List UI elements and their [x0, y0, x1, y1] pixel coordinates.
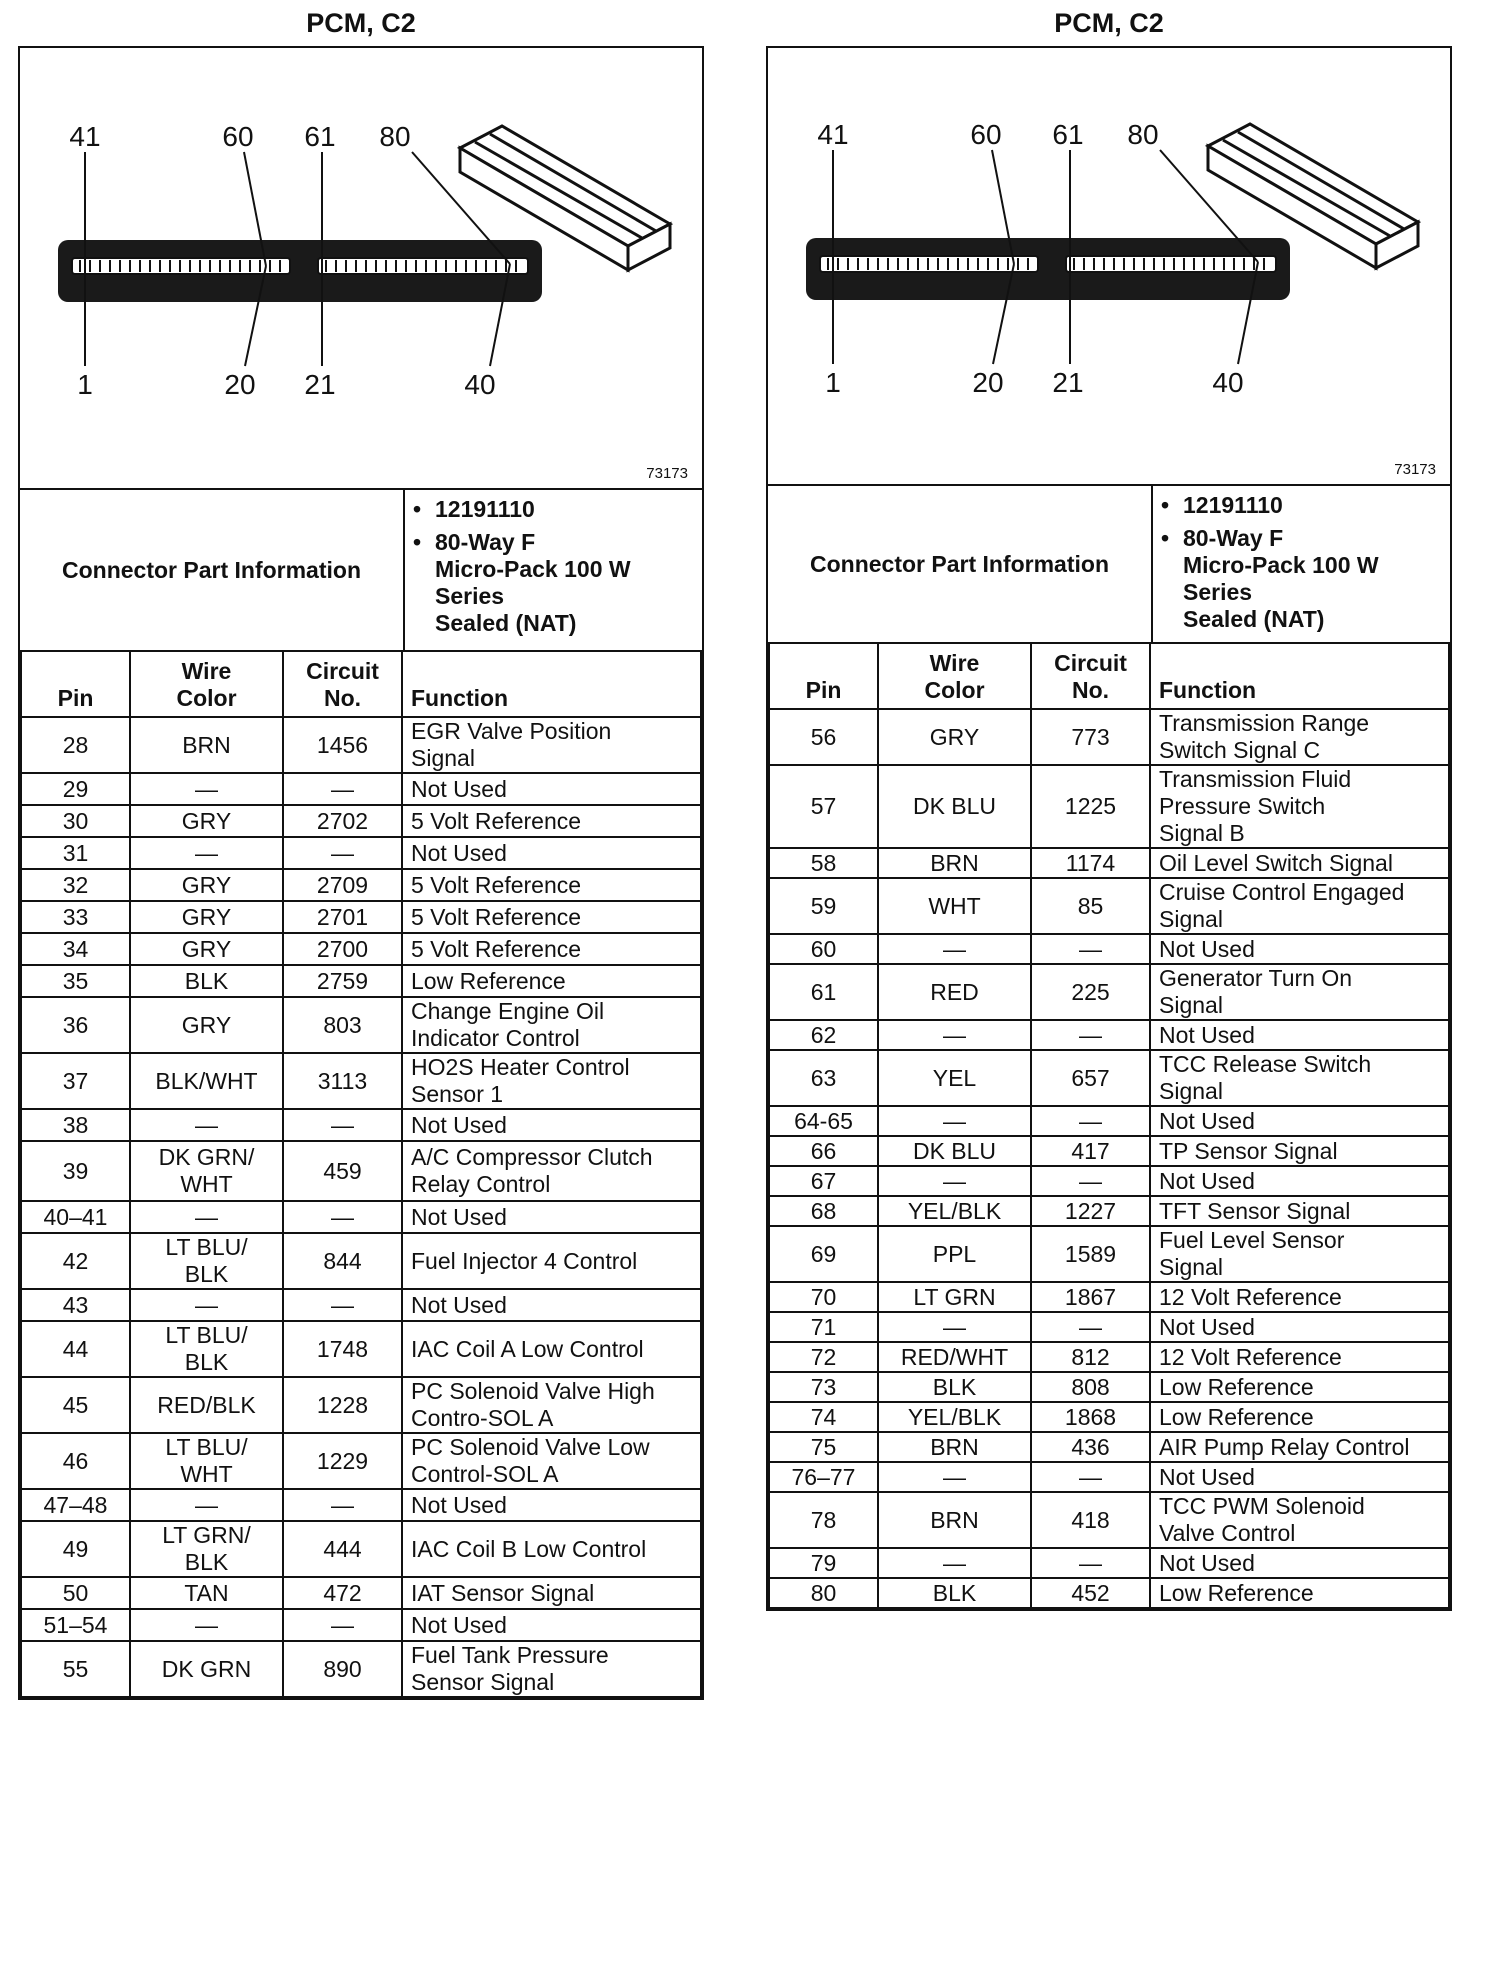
pin-cell: 35 — [21, 965, 130, 997]
pin-cell: 39 — [21, 1141, 130, 1201]
function-cell: 5 Volt Reference — [402, 933, 701, 965]
pin-label: 40 — [1212, 367, 1244, 398]
circuit-no-cell: 3113 — [283, 1053, 402, 1109]
function-cell: Generator Turn On Signal — [1150, 964, 1449, 1020]
table-header-row — [21, 651, 701, 717]
circuit-no-cell: 1228 — [283, 1377, 402, 1433]
pin-cell: 55 — [21, 1641, 130, 1697]
wire-color-cell: BLK — [878, 1578, 1031, 1608]
table-row — [21, 997, 701, 1053]
circuit-no-cell: 2701 — [283, 901, 402, 933]
pin-cell: 60 — [769, 934, 878, 964]
wire-color-cell: — — [878, 1462, 1031, 1492]
function-cell: Not Used — [402, 1489, 701, 1521]
pinout-rows — [21, 717, 701, 1697]
table-row — [21, 837, 701, 869]
function-cell: 5 Volt Reference — [402, 805, 701, 837]
function-cell: Not Used — [1150, 1106, 1449, 1136]
function-cell: Transmission Range Switch Signal C — [1150, 709, 1449, 765]
function-cell: TCC PWM Solenoid Valve Control — [1150, 1492, 1449, 1548]
wire-color-cell: LT BLU/ BLK — [130, 1233, 283, 1289]
function-cell: Low Reference — [1150, 1372, 1449, 1402]
circuit-no-cell: 808 — [1031, 1372, 1150, 1402]
col-header-circuit: Circuit No. — [283, 651, 402, 717]
function-cell: Oil Level Switch Signal — [1150, 848, 1449, 878]
connector-figure — [768, 48, 1450, 484]
circuit-no-cell: 2700 — [283, 933, 402, 965]
wire-color-cell: — — [130, 1489, 283, 1521]
panel-title: PCM, C2 — [1054, 8, 1164, 38]
pin-label: 1 — [825, 367, 841, 398]
pin-cell: 70 — [769, 1282, 878, 1312]
pinout-rows — [769, 709, 1449, 1608]
table-row — [21, 773, 701, 805]
pin-label: 20 — [224, 369, 256, 400]
function-cell: Fuel Injector 4 Control — [402, 1233, 701, 1289]
pin-label: 80 — [1127, 119, 1159, 150]
function-cell: Not Used — [1150, 1020, 1449, 1050]
circuit-no-cell: — — [1031, 1020, 1150, 1050]
wire-color-cell: LT GRN/ BLK — [130, 1521, 283, 1577]
function-cell: Fuel Level Sensor Signal — [1150, 1226, 1449, 1282]
function-cell: Not Used — [1150, 1166, 1449, 1196]
pin-cell: 80 — [769, 1578, 878, 1608]
function-cell: 5 Volt Reference — [402, 869, 701, 901]
pin-label: 61 — [304, 121, 336, 152]
wire-color-cell: WHT — [878, 878, 1031, 934]
function-cell: Low Reference — [1150, 1578, 1449, 1608]
function-cell: IAT Sensor Signal — [402, 1577, 701, 1609]
circuit-no-cell: — — [1031, 1548, 1150, 1578]
table-row — [21, 933, 701, 965]
wire-color-cell: GRY — [878, 709, 1031, 765]
circuit-no-cell: 459 — [283, 1141, 402, 1201]
table-header-row — [769, 643, 1449, 709]
pin-cell: 67 — [769, 1166, 878, 1196]
table-row — [769, 1106, 1449, 1136]
wire-color-cell: — — [878, 1020, 1031, 1050]
wire-color-cell: YEL/BLK — [878, 1402, 1031, 1432]
table-row — [21, 1201, 701, 1233]
function-cell: Not Used — [402, 1609, 701, 1641]
circuit-no-cell: 417 — [1031, 1136, 1150, 1166]
pin-label: 60 — [970, 119, 1002, 150]
circuit-no-cell: 1225 — [1031, 765, 1150, 848]
circuit-no-cell: 436 — [1031, 1432, 1150, 1462]
wire-color-cell: GRY — [130, 805, 283, 837]
wire-color-cell: GRY — [130, 901, 283, 933]
function-cell: Not Used — [402, 837, 701, 869]
wire-color-cell: BLK/WHT — [130, 1053, 283, 1109]
connector-diagram — [768, 48, 1450, 484]
circuit-no-cell: 1589 — [1031, 1226, 1150, 1282]
table-row — [21, 1521, 701, 1577]
circuit-no-cell: — — [1031, 1166, 1150, 1196]
pin-cell: 44 — [21, 1321, 130, 1377]
pinout-table — [20, 650, 702, 1698]
function-cell: TCC Release Switch Signal — [1150, 1050, 1449, 1106]
pin-label: 61 — [1052, 119, 1084, 150]
table-row — [21, 1233, 701, 1289]
table-row — [769, 1432, 1449, 1462]
table-row — [769, 848, 1449, 878]
part-info-item: • 80-Way F Micro-Pack 100 W Series Sealed (NAT) — [1161, 525, 1450, 633]
wire-color-cell: — — [878, 1106, 1031, 1136]
circuit-no-cell: 657 — [1031, 1050, 1150, 1106]
pin-label: 80 — [379, 121, 411, 152]
table-row — [21, 965, 701, 997]
pin-cell: 68 — [769, 1196, 878, 1226]
pin-label: 41 — [817, 119, 849, 150]
function-cell: TP Sensor Signal — [1150, 1136, 1449, 1166]
pin-cell: 74 — [769, 1402, 878, 1432]
table-row — [769, 1402, 1449, 1432]
circuit-no-cell: — — [283, 837, 402, 869]
table-row — [21, 717, 701, 773]
wire-color-cell: BLK — [130, 965, 283, 997]
connector-diagram — [20, 48, 702, 488]
col-header-function: Function — [402, 651, 701, 717]
function-cell: Not Used — [1150, 1462, 1449, 1492]
panel-title: PCM, C2 — [306, 8, 416, 38]
col-header-pin: Pin — [21, 651, 130, 717]
table-row — [769, 878, 1449, 934]
figure-id: 73173 — [1394, 461, 1436, 478]
table-row — [769, 1166, 1449, 1196]
function-cell: Not Used — [402, 1109, 701, 1141]
wire-color-cell: — — [130, 837, 283, 869]
wire-color-cell: — — [130, 1609, 283, 1641]
wire-color-cell: YEL/BLK — [878, 1196, 1031, 1226]
pin-cell: 32 — [21, 869, 130, 901]
pin-cell: 56 — [769, 709, 878, 765]
part-info-item: • 80-Way F Micro-Pack 100 W Series Sealed (NAT) — [413, 529, 702, 637]
pin-cell: 78 — [769, 1492, 878, 1548]
circuit-no-cell: 803 — [283, 997, 402, 1053]
circuit-no-cell: — — [283, 1109, 402, 1141]
function-cell: Transmission Fluid Pressure Switch Signal B — [1150, 765, 1449, 848]
pin-cell: 37 — [21, 1053, 130, 1109]
left-panel — [18, 0, 704, 1700]
pin-cell: 33 — [21, 901, 130, 933]
wire-color-cell: GRY — [130, 933, 283, 965]
pin-cell: 76–77 — [769, 1462, 878, 1492]
circuit-no-cell: — — [283, 1201, 402, 1233]
function-cell: A/C Compressor Clutch Relay Control — [402, 1141, 701, 1201]
wire-color-cell: DK BLU — [878, 1136, 1031, 1166]
wire-color-cell: — — [878, 1166, 1031, 1196]
wire-color-cell: BLK — [878, 1372, 1031, 1402]
function-cell: Low Reference — [1150, 1402, 1449, 1432]
table-row — [769, 1548, 1449, 1578]
circuit-no-cell: 1227 — [1031, 1196, 1150, 1226]
wire-color-cell: DK GRN — [130, 1641, 283, 1697]
col-header-wire: Wire Color — [878, 643, 1031, 709]
col-header-function: Function — [1150, 643, 1449, 709]
circuit-no-cell: 773 — [1031, 709, 1150, 765]
wire-color-cell: LT GRN — [878, 1282, 1031, 1312]
table-row — [769, 1342, 1449, 1372]
part-info-list — [1153, 486, 1450, 642]
connector-figure — [20, 48, 702, 488]
pin-cell: 66 — [769, 1136, 878, 1166]
function-cell: PC Solenoid Valve High Contro-SOL A — [402, 1377, 701, 1433]
table-row — [769, 1372, 1449, 1402]
function-cell: Change Engine Oil Indicator Control — [402, 997, 701, 1053]
pin-cell: 29 — [21, 773, 130, 805]
wire-color-cell: — — [878, 1312, 1031, 1342]
circuit-no-cell: 890 — [283, 1641, 402, 1697]
pin-label: 60 — [222, 121, 254, 152]
pin-cell: 46 — [21, 1433, 130, 1489]
pin-label: 40 — [464, 369, 496, 400]
pin-cell: 59 — [769, 878, 878, 934]
wire-color-cell: — — [878, 1548, 1031, 1578]
function-cell: HO2S Heater Control Sensor 1 — [402, 1053, 701, 1109]
table-row — [769, 1312, 1449, 1342]
function-cell: Not Used — [402, 773, 701, 805]
table-row — [769, 765, 1449, 848]
function-cell: Not Used — [402, 1201, 701, 1233]
connector-card — [766, 46, 1452, 1611]
table-row — [769, 934, 1449, 964]
function-cell: Fuel Tank Pressure Sensor Signal — [402, 1641, 701, 1697]
wire-color-cell: LT BLU/ BLK — [130, 1321, 283, 1377]
pin-cell: 47–48 — [21, 1489, 130, 1521]
table-row — [769, 964, 1449, 1020]
table-row — [21, 1577, 701, 1609]
figure-id: 73173 — [646, 465, 688, 482]
table-row — [21, 869, 701, 901]
circuit-no-cell: 1867 — [1031, 1282, 1150, 1312]
wire-color-cell: — — [878, 934, 1031, 964]
function-cell: PC Solenoid Valve Low Control-SOL A — [402, 1433, 701, 1489]
wire-color-cell: — — [130, 1289, 283, 1321]
circuit-no-cell: — — [1031, 1106, 1150, 1136]
pin-cell: 42 — [21, 1233, 130, 1289]
function-cell: Not Used — [1150, 1548, 1449, 1578]
function-cell: 12 Volt Reference — [1150, 1282, 1449, 1312]
circuit-no-cell: — — [283, 1289, 402, 1321]
part-info-label: Connector Part Information — [768, 486, 1153, 642]
col-header-wire: Wire Color — [130, 651, 283, 717]
function-cell: Cruise Control Engaged Signal — [1150, 878, 1449, 934]
circuit-no-cell: 2709 — [283, 869, 402, 901]
pin-label: 1 — [77, 369, 93, 400]
pin-cell: 36 — [21, 997, 130, 1053]
pin-cell: 30 — [21, 805, 130, 837]
function-cell: Not Used — [1150, 934, 1449, 964]
circuit-no-cell: — — [1031, 934, 1150, 964]
part-info-item: • 12191110 — [413, 496, 702, 523]
wire-color-cell: BRN — [130, 717, 283, 773]
wire-color-cell: GRY — [130, 997, 283, 1053]
wire-color-cell: RED/WHT — [878, 1342, 1031, 1372]
pin-cell: 57 — [769, 765, 878, 848]
table-row — [21, 1321, 701, 1377]
function-cell: AIR Pump Relay Control — [1150, 1432, 1449, 1462]
pin-cell: 75 — [769, 1432, 878, 1462]
circuit-no-cell: 1229 — [283, 1433, 402, 1489]
circuit-no-cell: 452 — [1031, 1578, 1150, 1608]
pin-cell: 31 — [21, 837, 130, 869]
circuit-no-cell: 2759 — [283, 965, 402, 997]
table-row — [769, 1226, 1449, 1282]
table-row — [769, 1020, 1449, 1050]
table-row — [21, 1641, 701, 1697]
circuit-no-cell: 2702 — [283, 805, 402, 837]
wire-color-cell: — — [130, 773, 283, 805]
pin-cell: 69 — [769, 1226, 878, 1282]
table-row — [21, 1109, 701, 1141]
function-cell: Not Used — [402, 1289, 701, 1321]
pin-cell: 38 — [21, 1109, 130, 1141]
pin-cell: 49 — [21, 1521, 130, 1577]
pin-cell: 63 — [769, 1050, 878, 1106]
pin-cell: 50 — [21, 1577, 130, 1609]
function-cell: 12 Volt Reference — [1150, 1342, 1449, 1372]
wire-color-cell: BRN — [878, 848, 1031, 878]
function-cell: Not Used — [1150, 1312, 1449, 1342]
wire-color-cell: — — [130, 1109, 283, 1141]
col-header-pin: Pin — [769, 643, 878, 709]
table-row — [21, 1609, 701, 1641]
circuit-no-cell: — — [283, 1609, 402, 1641]
circuit-no-cell: — — [1031, 1312, 1150, 1342]
table-row — [21, 1141, 701, 1201]
function-cell: Low Reference — [402, 965, 701, 997]
table-row — [21, 805, 701, 837]
pin-label: 20 — [972, 367, 1004, 398]
function-cell: 5 Volt Reference — [402, 901, 701, 933]
pin-cell: 73 — [769, 1372, 878, 1402]
table-row — [769, 1282, 1449, 1312]
wire-color-cell: DK BLU — [878, 765, 1031, 848]
table-row — [769, 1578, 1449, 1608]
circuit-no-cell: 85 — [1031, 878, 1150, 934]
wire-color-cell: RED — [878, 964, 1031, 1020]
pin-cell: 62 — [769, 1020, 878, 1050]
function-cell: EGR Valve Position Signal — [402, 717, 701, 773]
circuit-no-cell: — — [283, 773, 402, 805]
pin-cell: 40–41 — [21, 1201, 130, 1233]
connector-part-info — [20, 488, 702, 650]
table-row — [769, 709, 1449, 765]
table-row — [21, 1489, 701, 1521]
part-info-label: Connector Part Information — [20, 490, 405, 650]
wire-color-cell: — — [130, 1201, 283, 1233]
wire-color-cell: TAN — [130, 1577, 283, 1609]
wire-color-cell: DK GRN/ WHT — [130, 1141, 283, 1201]
part-info-list — [405, 490, 702, 650]
table-row — [21, 901, 701, 933]
wire-color-cell: YEL — [878, 1050, 1031, 1106]
function-cell: TFT Sensor Signal — [1150, 1196, 1449, 1226]
circuit-no-cell: 844 — [283, 1233, 402, 1289]
wire-color-cell: BRN — [878, 1432, 1031, 1462]
table-row — [769, 1462, 1449, 1492]
circuit-no-cell: 472 — [283, 1577, 402, 1609]
pin-cell: 51–54 — [21, 1609, 130, 1641]
circuit-no-cell: — — [1031, 1462, 1150, 1492]
table-row — [21, 1433, 701, 1489]
pin-label: 41 — [69, 121, 101, 152]
circuit-no-cell: 1174 — [1031, 848, 1150, 878]
table-row — [21, 1053, 701, 1109]
circuit-no-cell: — — [283, 1489, 402, 1521]
pin-cell: 28 — [21, 717, 130, 773]
circuit-no-cell: 1456 — [283, 717, 402, 773]
pin-cell: 34 — [21, 933, 130, 965]
table-row — [769, 1136, 1449, 1166]
function-cell: IAC Coil A Low Control — [402, 1321, 701, 1377]
pinout-table — [768, 642, 1450, 1609]
table-row — [21, 1289, 701, 1321]
wire-color-cell: GRY — [130, 869, 283, 901]
table-row — [769, 1050, 1449, 1106]
circuit-no-cell: 812 — [1031, 1342, 1150, 1372]
right-panel — [766, 0, 1452, 1611]
circuit-no-cell: 1868 — [1031, 1402, 1150, 1432]
pin-cell: 71 — [769, 1312, 878, 1342]
pin-cell: 43 — [21, 1289, 130, 1321]
circuit-no-cell: 1748 — [283, 1321, 402, 1377]
pin-cell: 72 — [769, 1342, 878, 1372]
table-row — [769, 1492, 1449, 1548]
col-header-circuit: Circuit No. — [1031, 643, 1150, 709]
wire-color-cell: LT BLU/ WHT — [130, 1433, 283, 1489]
pin-label: 21 — [304, 369, 336, 400]
pin-cell: 64-65 — [769, 1106, 878, 1136]
pin-cell: 58 — [769, 848, 878, 878]
circuit-no-cell: 225 — [1031, 964, 1150, 1020]
table-row — [769, 1196, 1449, 1226]
circuit-no-cell: 444 — [283, 1521, 402, 1577]
table-row — [21, 1377, 701, 1433]
function-cell: IAC Coil B Low Control — [402, 1521, 701, 1577]
part-info-item: • 12191110 — [1161, 492, 1450, 519]
pin-cell: 61 — [769, 964, 878, 1020]
pin-cell: 79 — [769, 1548, 878, 1578]
pin-label: 21 — [1052, 367, 1084, 398]
pin-cell: 45 — [21, 1377, 130, 1433]
wire-color-cell: BRN — [878, 1492, 1031, 1548]
connector-card — [18, 46, 704, 1700]
connector-part-info — [768, 484, 1450, 642]
wire-color-cell: PPL — [878, 1226, 1031, 1282]
circuit-no-cell: 418 — [1031, 1492, 1150, 1548]
wire-color-cell: RED/BLK — [130, 1377, 283, 1433]
